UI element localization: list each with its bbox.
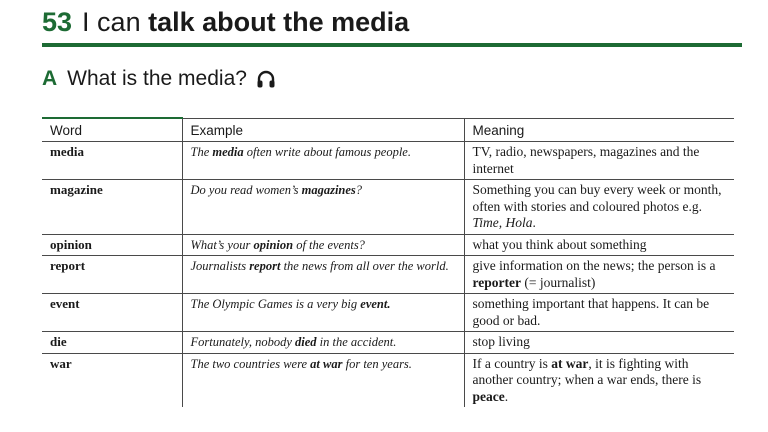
cell-example: [182, 294, 464, 332]
table-row: [42, 332, 734, 354]
text-run: Something you can buy every week or month, often with stories and coloured photos e.g.: [472, 182, 722, 214]
cell-word: magazine: [42, 180, 182, 235]
vocabulary-table: [42, 117, 734, 407]
cell-meaning: [464, 332, 734, 354]
cell-word: event: [42, 294, 182, 332]
cell-example: [182, 353, 464, 407]
text-run: Journalists: [190, 259, 250, 273]
text-run: often write about famous people.: [243, 145, 411, 159]
cell-example: [182, 234, 464, 256]
text-run: The: [190, 145, 213, 159]
text-run: of the events?: [293, 237, 365, 252]
table-header-row: [42, 118, 734, 142]
header-rule: [42, 43, 742, 47]
unit-number: 53: [42, 7, 73, 37]
cell-example: [182, 142, 464, 180]
cell-meaning: [464, 234, 734, 256]
text-run: report: [249, 259, 281, 273]
text-run: media: [212, 145, 244, 159]
unit-header: [42, 4, 409, 40]
table-row: [42, 294, 734, 332]
unit-title-plain: I can: [82, 7, 141, 37]
text-run: Time, Hola: [472, 215, 533, 230]
cell-meaning: [464, 142, 734, 180]
section-title: What is the media?: [67, 67, 247, 90]
text-run: The Olympic Games is a very big: [190, 297, 361, 311]
text-run: what you think about something: [472, 236, 647, 252]
cell-example: [182, 180, 464, 235]
text-run: opinion: [253, 237, 294, 252]
text-run: , it is fighting with another country; when a war ends, there is: [472, 355, 702, 387]
text-run: in the accident.: [316, 335, 397, 349]
text-run: the news from all over the world.: [280, 259, 449, 273]
cell-example: [182, 332, 464, 354]
table-row: [42, 234, 734, 256]
text-run: peace: [472, 388, 505, 404]
text-run: event.: [360, 297, 391, 311]
text-run: magazines: [301, 183, 356, 197]
text-run: died: [295, 335, 317, 349]
text-run: ?: [355, 183, 363, 197]
table-row: [42, 353, 734, 407]
text-run: reporter: [472, 274, 521, 290]
text-run: give information on the news; the person is a: [472, 258, 716, 273]
column-header-word: Word: [42, 118, 182, 142]
cell-meaning: [464, 180, 734, 235]
text-run: TV, radio, newspapers, magazines and the internet: [472, 144, 700, 176]
text-run: at war: [551, 355, 589, 371]
text-run: Do you read women’s: [190, 183, 302, 197]
text-run: The two countries were: [190, 356, 311, 371]
text-run: stop living: [472, 334, 530, 349]
table-body: [42, 142, 734, 408]
table-row: [42, 142, 734, 180]
cell-meaning: [464, 294, 734, 332]
column-header-example: Example: [182, 118, 464, 142]
cell-word: media: [42, 142, 182, 180]
text-run: (= journalist): [520, 274, 596, 290]
cell-word: report: [42, 256, 182, 294]
text-run: for ten years.: [342, 356, 412, 371]
cell-example: [182, 256, 464, 294]
text-run: Fortunately, nobody: [190, 335, 295, 349]
cell-meaning: [464, 256, 734, 294]
text-run: something important that happens. It can be good or bad.: [472, 296, 710, 328]
headphones-icon[interactable]: [255, 68, 277, 90]
cell-word: war: [42, 353, 182, 407]
text-run: .: [532, 215, 536, 230]
text-run: What’s your: [190, 237, 254, 252]
cell-word: die: [42, 332, 182, 354]
table-row: [42, 180, 734, 235]
table-row: [42, 256, 734, 294]
page-bottom-edge: [0, 426, 768, 432]
column-header-meaning: Meaning: [464, 118, 734, 142]
section-letter: A: [42, 67, 58, 90]
cell-word: opinion: [42, 234, 182, 256]
text-run: .: [504, 388, 509, 404]
unit-title-bold: talk about the media: [148, 7, 410, 37]
cell-meaning: [464, 353, 734, 407]
text-run: at war: [310, 356, 343, 371]
section-heading: [42, 64, 277, 94]
text-run: If a country is: [472, 355, 552, 371]
